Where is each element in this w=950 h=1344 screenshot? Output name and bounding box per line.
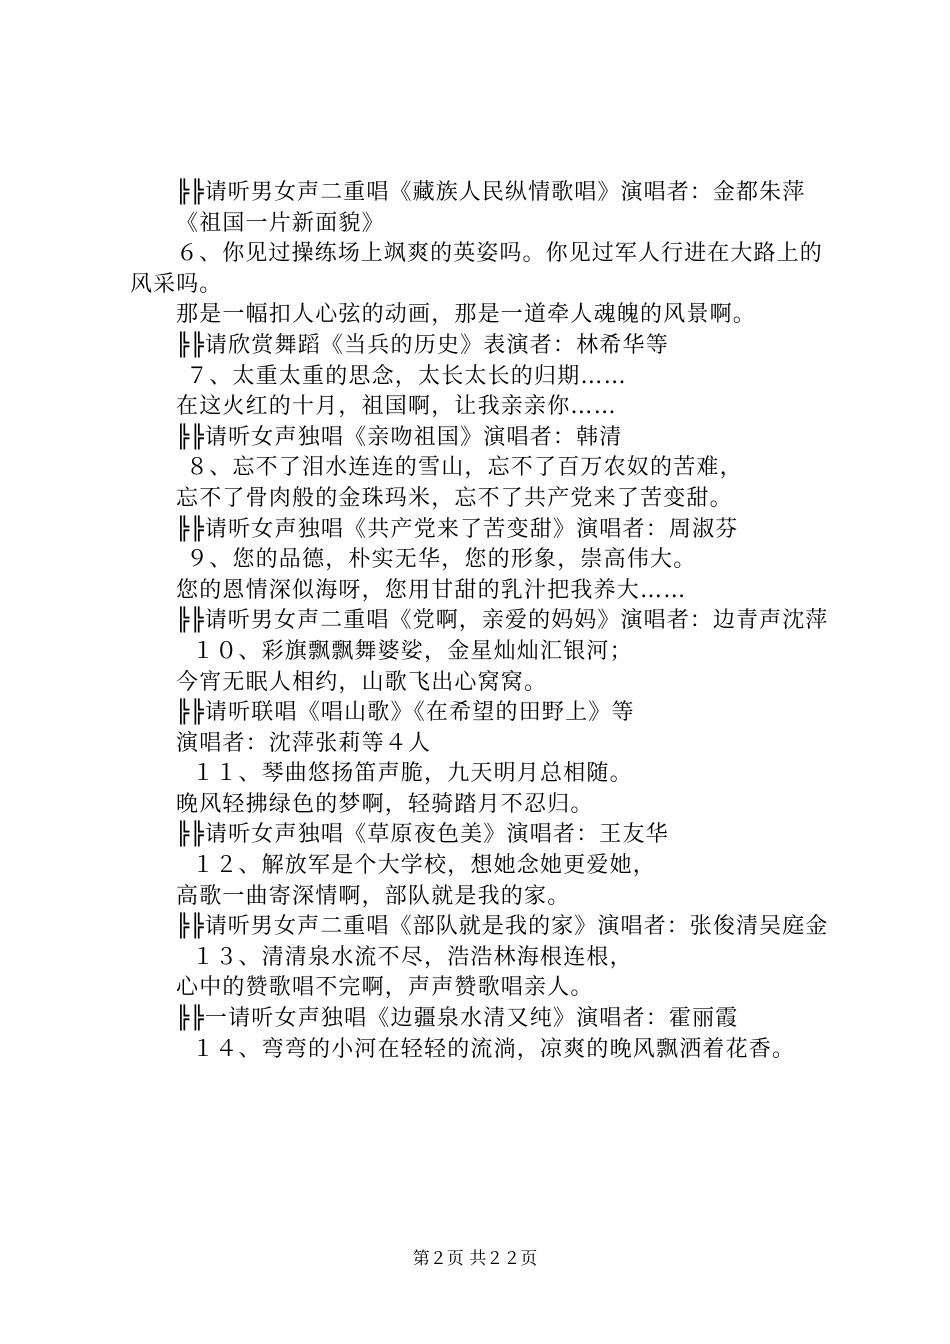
text-line-2: 《祖国一片新面貌》 — [176, 210, 385, 236]
text-line-23: 高歌一曲寄深情啊，部队就是我的家。 — [176, 883, 571, 909]
text-line-10: 忘不了骨肉般的金珠玛米，忘不了共产党来了苦变甜。 — [176, 485, 733, 511]
page-footer: 第２页 共２２页 — [412, 1249, 538, 1269]
text-line-11: ╠╠请听女声独唱《共产党来了苦变甜》演唱者：周淑芬 — [176, 516, 739, 542]
text-line-21: ╠╠请听女声独唱《草原夜色美》演唱者：王友华 — [176, 822, 669, 848]
text-line-12: ９、您的品德，朴实无华，您的形象，崇高伟大。 — [186, 547, 697, 573]
text-line-13: 您的恩情深似海呀，您用甘甜的乳汁把我养大…… — [176, 577, 687, 603]
text-line-25: １３、清清泉水流不尽，浩浩林海根连根， — [192, 944, 633, 970]
text-line-3: ６、你见过操练场上飒爽的英姿吗。你见过军人行进在大路上的风采吗。 — [130, 241, 823, 297]
text-line-9: ８、忘不了泪水连连的雪山，忘不了百万农奴的苦难， — [186, 455, 743, 481]
text-line-16: 今宵无眠人相约，山歌飞出心窝窝。 — [176, 669, 548, 695]
text-line-6: ７、太重太重的思念，太长太长的归期…… — [186, 363, 627, 389]
text-line-20: 晚风轻拂绿色的梦啊，轻骑踏月不忍归。 — [176, 791, 594, 817]
text-line-26: 心中的赞歌唱不完啊，声声赞歌唱亲人。 — [176, 975, 594, 1001]
text-line-28: １４、弯弯的小河在轻轻的流淌，凉爽的晚风飘洒着花香。 — [192, 1036, 796, 1062]
text-line-27: ╠╠一请听女声独唱《边疆泉水清又纯》演唱者：霍丽霞 — [176, 1006, 739, 1032]
text-line-4: 那是一幅扣人心弦的动画，那是一道牵人魂魄的风景啊。 — [176, 302, 757, 328]
text-line-5: ╠╠请欣赏舞蹈《当兵的历史》表演者：林希华等 — [176, 332, 669, 358]
text-line-19: １１、琴曲悠扬笛声脆，九天明月总相随。 — [192, 761, 633, 787]
text-line-17: ╠╠请听联唱《唱山歌》《在希望的田野上》等 — [176, 700, 635, 726]
document-body — [130, 178, 840, 1065]
text-line-15: １０、彩旗飘飘舞婆娑，金星灿灿汇银河； — [192, 638, 633, 664]
text-line-24: ╠╠请听男女声二重唱《部队就是我的家》演唱者：张俊清吴庭金 — [176, 914, 829, 940]
text-line-18: 演唱者：沈萍张莉等４人 — [176, 730, 432, 756]
text-line-14: ╠╠请听男女声二重唱《党啊，亲爱的妈妈》演唱者：边青声沈萍 — [176, 608, 829, 634]
text-line-22: １２、解放军是个大学校，想她念她更爱她， — [192, 853, 657, 879]
text-line-1: ╠╠请听男女声二重唱《藏族人民纵情歌唱》演唱者：金都朱萍 — [176, 180, 806, 205]
text-line-7: 在这火红的十月，祖国啊，让我亲亲你…… — [176, 394, 617, 420]
text-line-8: ╠╠请听女声独唱《亲吻祖国》演唱者：韩清 — [176, 424, 623, 450]
